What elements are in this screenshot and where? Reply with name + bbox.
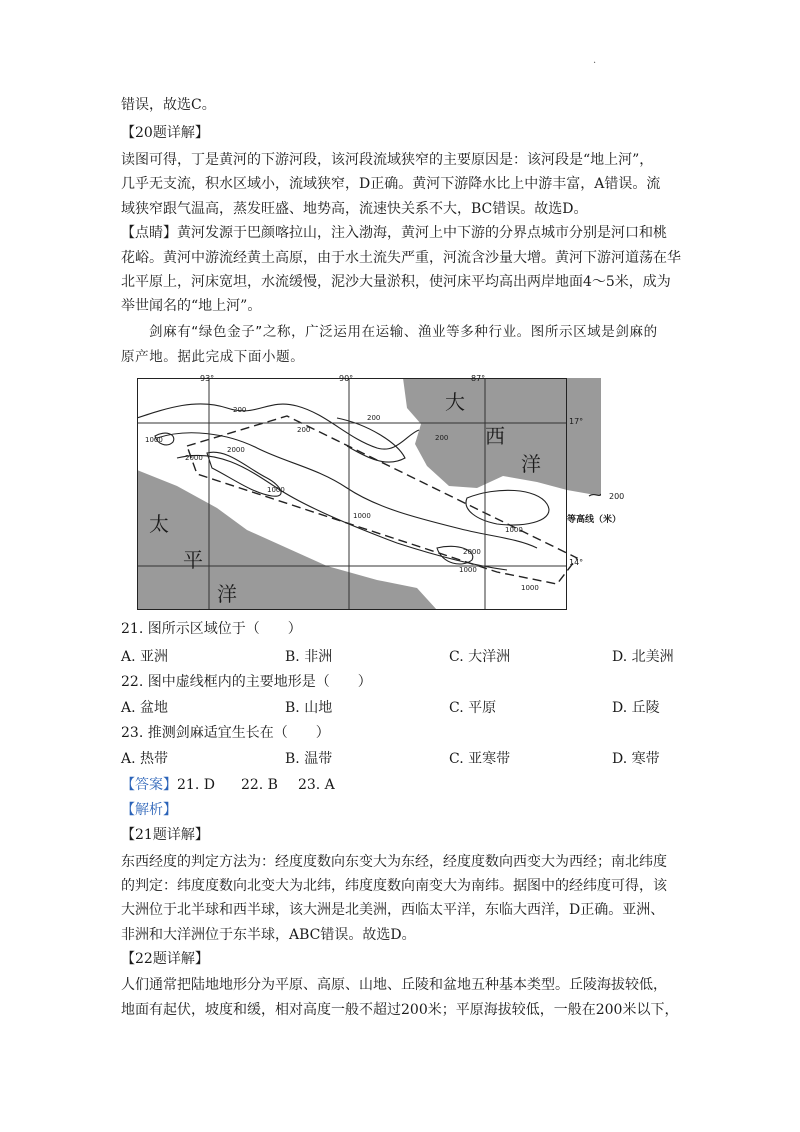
option-c: C. 大洋洲 bbox=[449, 649, 511, 665]
contour-label: 2000 bbox=[185, 454, 203, 462]
lat-label: 14° bbox=[569, 558, 584, 567]
contour-label: 200 bbox=[297, 426, 311, 434]
section-title-22: 【22题详解】 bbox=[121, 951, 209, 967]
tip-tag: 【点睛】 bbox=[121, 225, 177, 241]
tip-line bbox=[121, 224, 667, 242]
contour-label: 1000 bbox=[145, 436, 163, 444]
answer-23: 23. A bbox=[297, 777, 335, 793]
contour-label: 1000 bbox=[505, 526, 523, 534]
text-line: 大洲位于北半球和西半球，该大洲是北美洲，西临太平洋，东临大西洋，D正确。亚洲、 bbox=[121, 902, 665, 918]
ocean-label-pacific: 太 bbox=[149, 512, 169, 536]
contour-label: 1000 bbox=[353, 512, 371, 520]
option-b: B. 非洲 bbox=[285, 649, 333, 665]
section-title-21: 【21题详解】 bbox=[121, 827, 209, 843]
ocean-label-pacific: 平 bbox=[183, 548, 203, 572]
text-line: 北平原上，河床宽坦，水流缓慢，泥沙大量淤积，使河床平均高出两岸地面4～5米，成为 bbox=[121, 274, 671, 290]
text-line: 的判定：纬度度数向北变大为北纬，纬度度数向南变大为南纬。据图中的经纬度可得，该 bbox=[121, 878, 667, 894]
option-b: B. 温带 bbox=[285, 751, 333, 767]
answer-line bbox=[121, 776, 335, 794]
option-c: C. 平原 bbox=[449, 700, 497, 716]
option-d: D. 北美洲 bbox=[612, 649, 674, 665]
text-line: 东西经度的判定方法为：经度度数向东变大为东经，经度度数向西变大为西经；南北纬度 bbox=[121, 854, 667, 870]
text-line: 错误，故选C。 bbox=[121, 97, 216, 113]
contour-label: 2000 bbox=[463, 548, 481, 556]
page-dot: · bbox=[593, 58, 597, 69]
contour-label: 200 bbox=[233, 406, 247, 414]
ocean-label-atlantic: 大 bbox=[445, 390, 465, 414]
text-line: 花峪。黄河中游流经黄土高原，由于水土流失严重，河流含沙量大增。黄河下游河道荡在华 bbox=[121, 250, 681, 266]
intro-line: 剑麻有“绿色金子”之称，广泛运用在运输、渔业等多种行业。图所示区域是剑麻的 bbox=[149, 324, 658, 340]
ocean-label-atlantic: 西 bbox=[485, 424, 505, 448]
text-line: 地面有起伏，坡度和缓，相对高度一般不超过200米；平原海拔较低，一般在200米以下， bbox=[121, 1002, 679, 1018]
text-line: 读图可得，丁是黄河的下游河段，该河段流域狭窄的主要原因是：该河段是“地上河”， bbox=[121, 152, 654, 168]
legend-value: 200 bbox=[609, 492, 625, 501]
answer-21: 21. D bbox=[177, 777, 215, 793]
lat-label: 17° bbox=[569, 417, 584, 426]
text-line: 域狭窄跟气温高，蒸发旺盛、地势高，流速快关系不大，BC错误。故选D。 bbox=[121, 201, 588, 217]
option-a: A. 热带 bbox=[121, 751, 169, 767]
contour-label: 2000 bbox=[227, 446, 245, 454]
lon-label: 90° bbox=[339, 374, 354, 383]
option-d: D. 寒带 bbox=[612, 751, 660, 767]
intro-line: 原产地。据此完成下面小题。 bbox=[121, 349, 305, 365]
map-labels bbox=[137, 374, 625, 610]
question-stem-23: 23. 推测剑麻适宜生长在（ ） bbox=[121, 725, 330, 741]
section-title-20: 【20题详解】 bbox=[121, 125, 209, 141]
text-line: 人们通常把陆地地形分为平原、高原、山地、丘陵和盆地五种基本类型。丘陵海拔较低， bbox=[121, 977, 667, 993]
legend-label: 等高线（米） bbox=[567, 515, 622, 525]
contour-label: 1000 bbox=[267, 486, 285, 494]
ocean-label-pacific: 洋 bbox=[217, 582, 237, 606]
contour-label: 200 bbox=[435, 434, 449, 442]
option-a: A. 盆地 bbox=[121, 700, 169, 716]
option-c: C. 亚寒带 bbox=[449, 751, 511, 767]
text-line: 非洲和大洋洲位于东半球，ABC错误。故选D。 bbox=[121, 927, 416, 943]
option-d: D. 丘陵 bbox=[612, 700, 660, 716]
answer-22: 22. B bbox=[240, 777, 278, 793]
tip-text: 黄河发源于巴颜喀拉山，注入渤海，黄河上中下游的分界点城市分别是河口和桃 bbox=[177, 225, 667, 241]
analysis-tag: 【解析】 bbox=[121, 802, 177, 818]
lon-label: 93° bbox=[200, 374, 215, 383]
contour-label: 1000 bbox=[459, 566, 477, 574]
contour-label: 200 bbox=[367, 414, 381, 422]
option-a: A. 亚洲 bbox=[121, 649, 169, 665]
lon-label: 87° bbox=[471, 374, 486, 383]
question-stem-22: 22. 图中虚线框内的主要地形是（ ） bbox=[121, 674, 372, 690]
contour-label: 1000 bbox=[521, 584, 539, 592]
question-stem-21: 21. 图所示区域位于（ ） bbox=[121, 621, 302, 637]
text-line: 几乎无支流，积水区域小，流域狭窄，D正确。黄河下游降水比上中游丰富，A错误。流 bbox=[121, 176, 661, 192]
answer-tag: 【答案】 bbox=[121, 777, 177, 793]
text-line: 举世闻名的“地上河”。 bbox=[121, 298, 262, 314]
ocean-label-atlantic: 洋 bbox=[521, 452, 541, 476]
option-b: B. 山地 bbox=[285, 700, 333, 716]
